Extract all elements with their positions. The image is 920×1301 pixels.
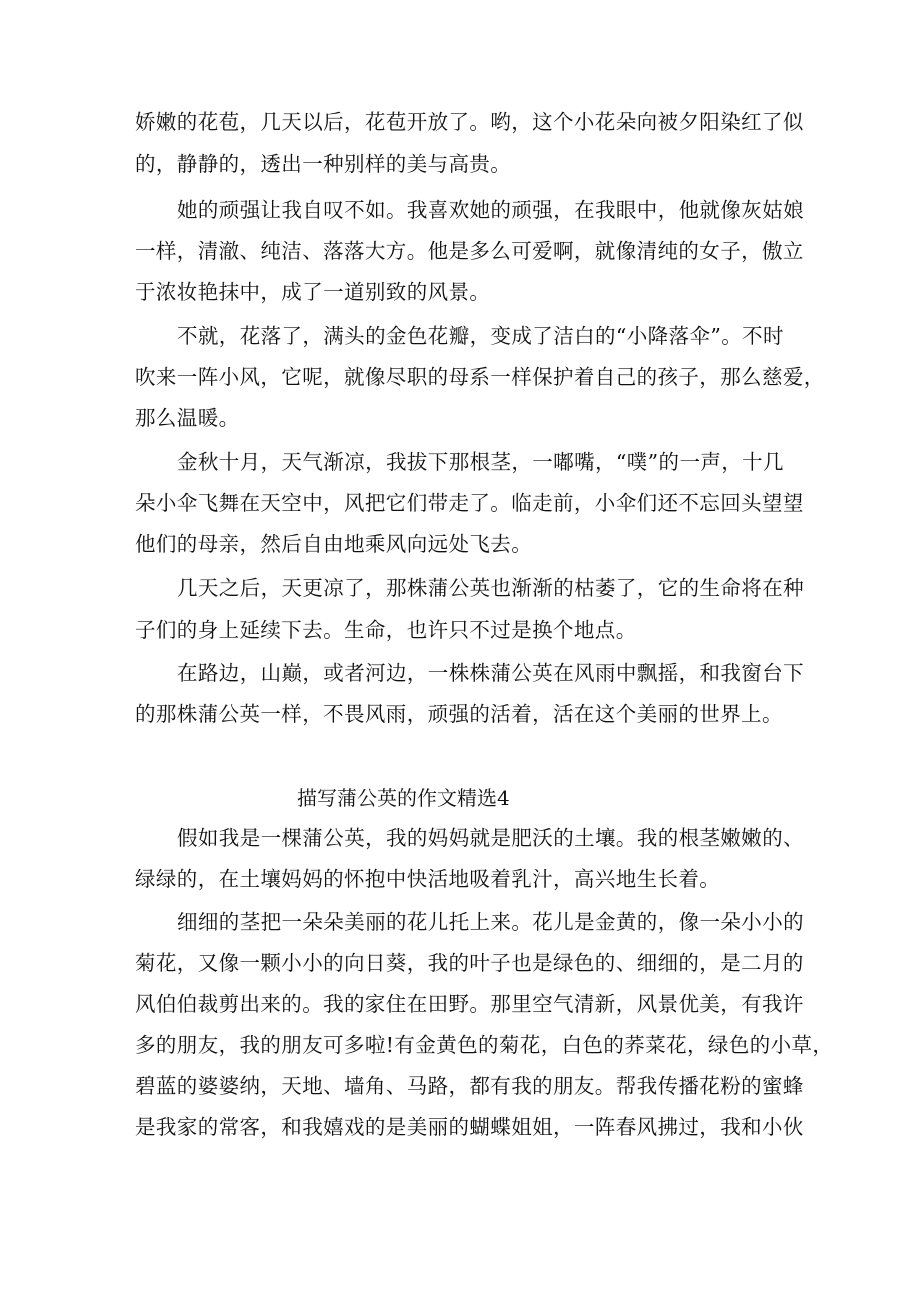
text-line: 多的朋友，我的朋友可多啦!有金黄色的菊花，白色的荞菜花，绿色的小草，	[135, 1033, 834, 1057]
text-line: 的那株蒲公英一样，不畏风雨，顽强的活着，活在这个美丽的世界上。	[135, 702, 783, 726]
text-line: 吹来一阵小风，它呢，就像尽职的母系一样保护着自己的孩子，那么慈爱，	[135, 365, 825, 389]
text-line: 碧蓝的婆婆纳，天地、墙角、马路，都有我的朋友。帮我传播花粉的蜜蜂	[135, 1074, 804, 1098]
text-line: 是我家的常客，和我嬉戏的是美丽的蝴蝶姐姐，一阵春风拂过，我和小伙	[135, 1115, 804, 1139]
text-line: 的，静静的，透出一种别样的美与高贵。	[135, 152, 512, 176]
text-line: 于浓妆艳抹中，成了一道别致的风景。	[135, 280, 491, 304]
paragraph-first-line: 细细的茎把一朵朵美丽的花儿托上来。花儿是金黄的，像一朵小小的	[177, 910, 804, 934]
paragraph-first-line: 金秋十月，天气渐凉，我拔下那根茎，一嘟嘴，“噗”的一声，十几	[177, 450, 784, 474]
text-line: 绿绿的，在土壤妈妈的怀抱中快活地吸着乳汁，高兴地生长着。	[135, 867, 721, 891]
text-line: 一样，清澈、纯洁、落落大方。他是多么可爱啊，就像清纯的女子，傲立	[135, 239, 804, 263]
paragraph-first-line: 她的顽强让我自叹不如。我喜欢她的顽强，在我眼中，他就像灰姑娘	[177, 198, 804, 222]
text-line: 风伯伯裁剪出来的。我的家住在田野。那里空气清新，风景优美，有我许	[135, 992, 804, 1016]
text-line: 他们的母亲，然后自由地乘风向远处飞去。	[135, 532, 533, 556]
text-line: 菊花，又像一颗小小的向日葵，我的叶子也是绿色的、细细的，是二月的	[135, 951, 804, 975]
text-line: 娇嫩的花苞，几天以后，花苞开放了。哟，这个小花朵向被夕阳染红了似	[135, 110, 804, 134]
section-heading: 描写蒲公英的作文精选4	[297, 786, 510, 810]
paragraph-first-line: 不就，花落了，满头的金色花瓣，变成了洁白的“小降落伞”。不时	[177, 324, 784, 348]
paragraph-first-line: 几天之后，天更凉了，那株蒲公英也渐渐的枯萎了，它的生命将在种	[177, 576, 804, 600]
paragraph-first-line: 假如我是一棵蒲公英，我的妈妈就是肥沃的土壤。我的根茎嫩嫩的、	[177, 826, 804, 850]
paragraph-first-line: 在路边，山巅，或者河边，一株株蒲公英在风雨中飘摇，和我窗台下	[177, 661, 804, 685]
text-line: 那么温暖。	[135, 406, 240, 430]
text-line: 子们的身上延续下去。生命，也许只不过是换个地点。	[135, 618, 637, 642]
text-line: 朵小伞飞舞在天空中，风把它们带走了。临走前，小伞们还不忘回头望望	[135, 491, 804, 515]
